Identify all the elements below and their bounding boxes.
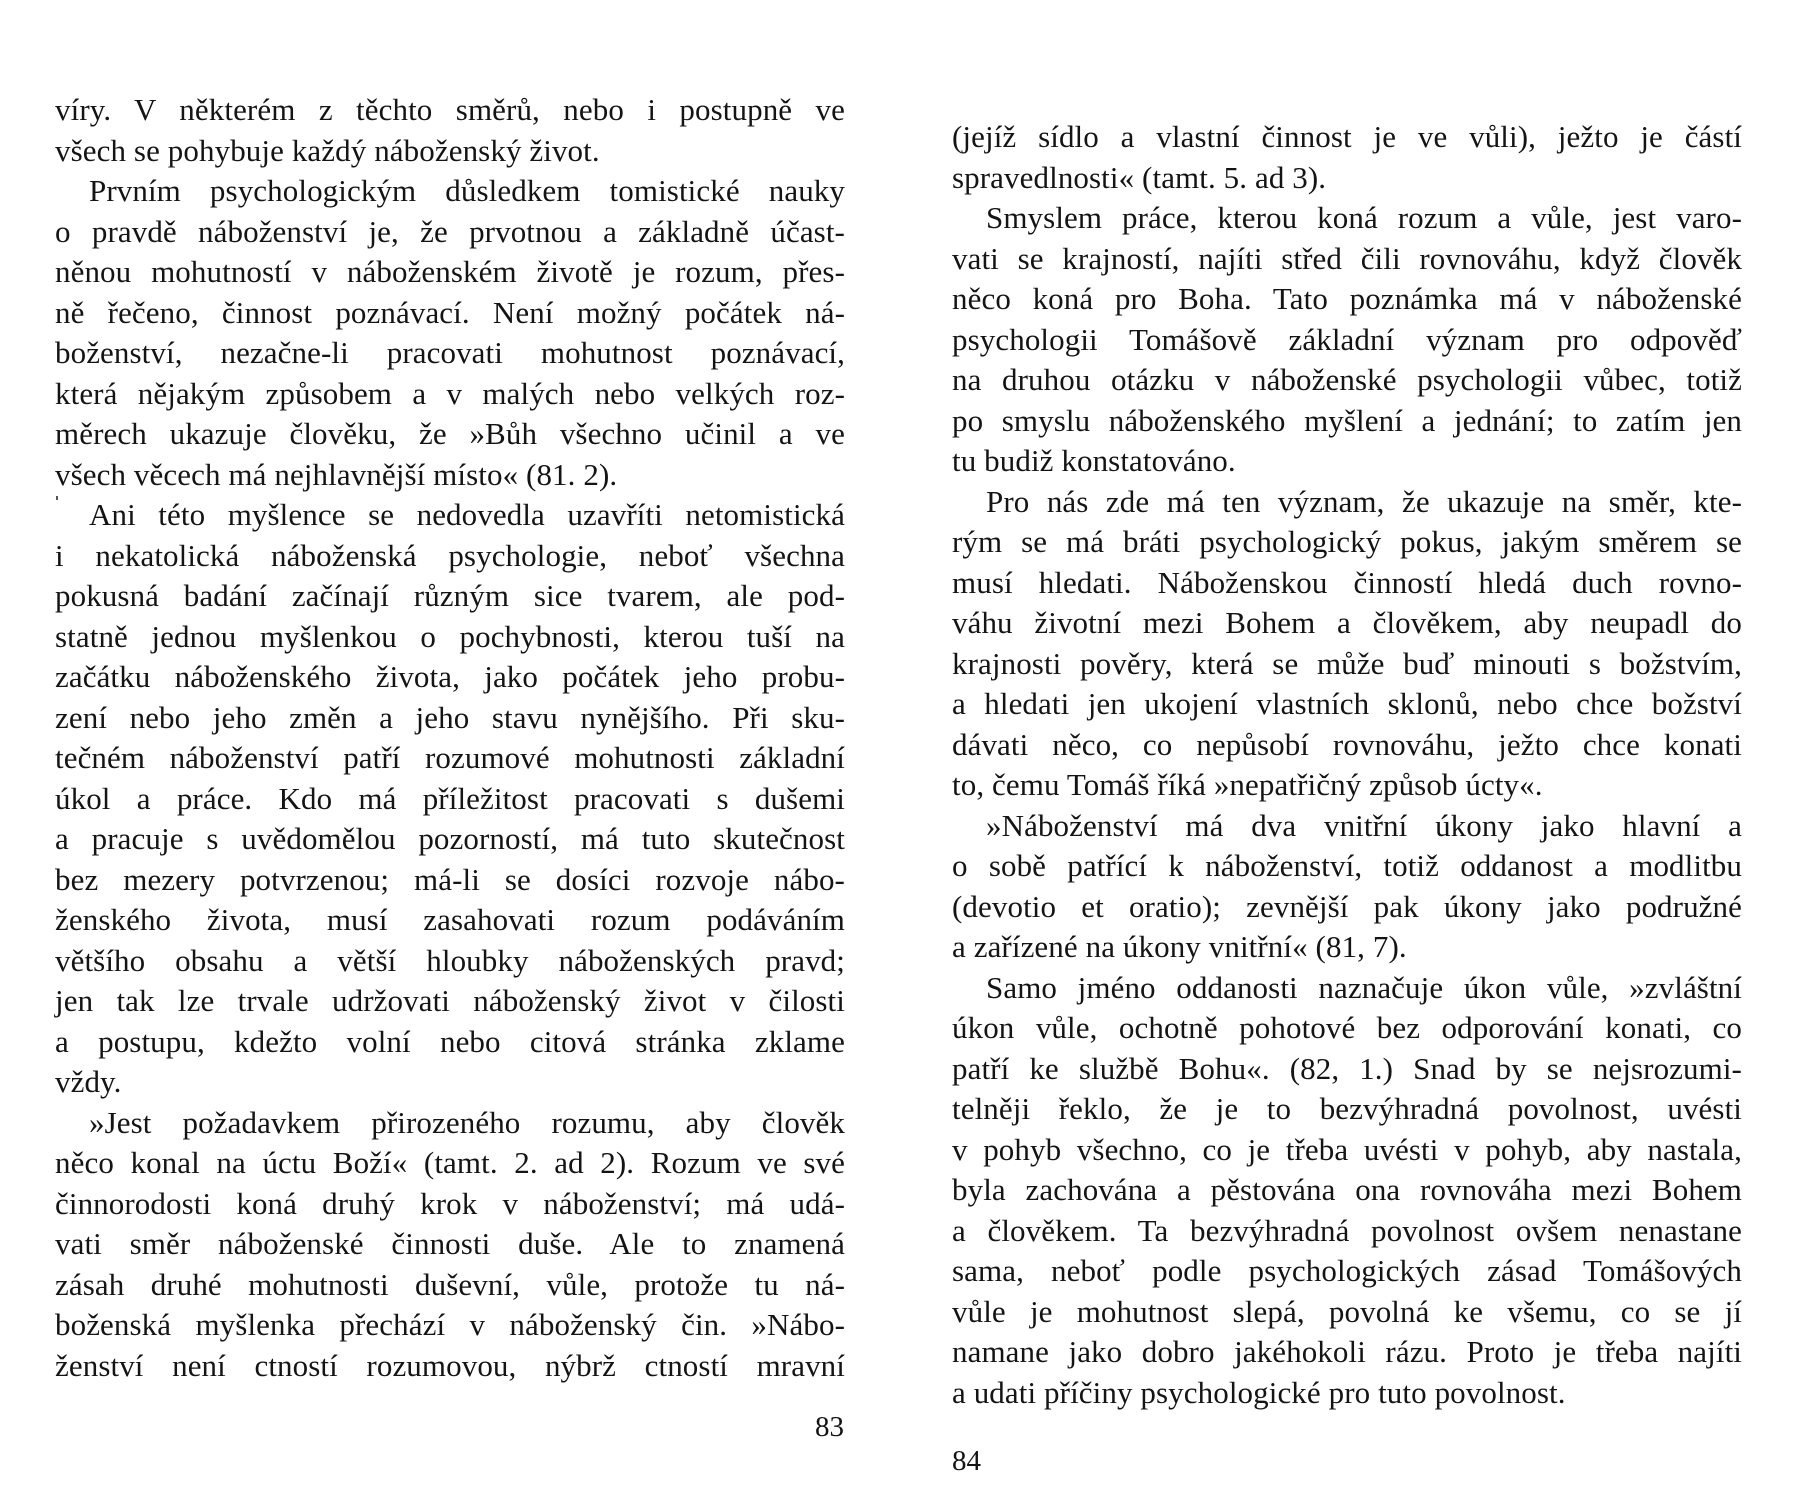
text-line: (jejíž sídlo a vlastní činnost je ve vůli), ježto je částí xyxy=(952,119,1742,154)
text-line: váhu životní mezi Bohem a člověkem, aby neupadl do xyxy=(952,605,1742,640)
text-line: úkon vůle, ochotně pohotové bez odporování konati, co xyxy=(952,1010,1742,1045)
right-page xyxy=(952,117,1742,1413)
text-line: úkol a práce. Kdo má příležitost pracovati s dušemi xyxy=(55,780,845,816)
text-line: a hledati jen ukojení vlastních sklonů, nebo chce božství xyxy=(952,686,1742,721)
text-line: a pracuje s uvědomělou pozorností, má tuto skutečnost xyxy=(55,821,845,856)
text-line: pokusná badání začínají různým sice tvarem, ale pod- xyxy=(55,578,845,613)
text-line: »Náboženství má dva vnitřní úkony jako hlavní a xyxy=(986,807,1742,843)
text-line: sama, neboť podle psychologických zásad Tomášových xyxy=(952,1253,1742,1288)
text-line: všech se pohybuje každý náboženský život. xyxy=(55,132,600,168)
text-line: to, čemu Tomáš říká »nepatřičný způsob úcty«. xyxy=(952,767,1543,802)
text-line: tu budiž konstatováno. xyxy=(952,443,1236,478)
text-line: většího obsahu a větší hloubky náboženských pravd; xyxy=(55,942,845,978)
text-line: patří ke službě Bohu«. (82, 1.) Snad by se nejsrozumi- xyxy=(952,1050,1742,1086)
page-number-left: 83 xyxy=(815,1411,844,1443)
text-line: v pohyb všechno, co je třeba uvésti v pohyb, aby nastala, xyxy=(952,1131,1742,1167)
text-line: dávati něco, co nepůsobí rovnováhu, ježto chce konati xyxy=(952,726,1742,762)
text-line: něnou mohutností v náboženském životě je rozum, přes- xyxy=(55,254,845,289)
text-line: činnorodosti koná druhý krok v náboženství; má udá- xyxy=(55,1185,845,1221)
text-line: která nějakým způsobem a v malých nebo velkých roz- xyxy=(55,375,845,411)
text-line: tečném náboženství patří rozumové mohutnosti základní xyxy=(55,740,845,775)
text-line: ženství není ctností rozumovou, nýbrž ctností mravní xyxy=(55,1347,845,1383)
text-line: musí hledati. Náboženskou činností hledá duch rovno- xyxy=(952,564,1742,600)
text-line: ně řečeno, činnost poznávací. Není možný počátek ná- xyxy=(55,294,845,330)
text-line: víry. V některém z těchto směrů, nebo i postupně ve xyxy=(55,92,845,127)
page-number-right: 84 xyxy=(952,1445,981,1477)
text-line: Pro nás zde má ten význam, že ukazuje na směr, kte- xyxy=(986,483,1742,519)
text-line: a postupu, kdežto volní nebo citová stránka zklame xyxy=(55,1023,845,1059)
text-line: o pravdě náboženství je, že prvotnou a základně účast- xyxy=(55,213,845,249)
text-line: a člověkem. Ta bezvýhradná povolnost ovšem nenastane xyxy=(952,1212,1742,1248)
text-line: namane jako dobro jakéhokoli rázu. Proto je třeba najíti xyxy=(952,1334,1742,1369)
text-line: po smyslu náboženského myšlení a jednání; to zatím jen xyxy=(952,402,1742,438)
text-line: vati směr náboženské činnosti duše. Ale to znamená xyxy=(55,1226,845,1261)
print-speck xyxy=(56,496,58,500)
text-line: o sobě patřící k náboženství, totiž oddanost a modlitbu xyxy=(952,848,1742,883)
text-line: něco koná pro Boha. Tato poznámka má v náboženské xyxy=(952,281,1742,316)
text-line: i nekatolická náboženská psychologie, neboť všechna xyxy=(55,537,845,573)
text-line: krajnosti pověry, která se může buď minouti s božstvím, xyxy=(952,645,1742,681)
text-line: byla zachována a pěstována ona rovnováha mezi Bohem xyxy=(952,1172,1742,1207)
text-line: Prvním psychologickým důsledkem tomistické nauky xyxy=(89,173,845,208)
text-line: měrech ukazuje člověku, že »Bůh všechno učinil a ve xyxy=(55,416,845,451)
text-line: začátku náboženského života, jako počátek jeho probu- xyxy=(55,659,845,694)
text-line: ženského života, musí zasahovati rozum podáváním xyxy=(55,902,845,937)
text-line: »Jest požadavkem přirozeného rozumu, aby člověk xyxy=(89,1104,845,1140)
text-line: zení nebo jeho změn a jeho stavu nynějšího. Při sku- xyxy=(55,699,845,735)
text-line: něco konal na úctu Boží« (tamt. 2. ad 2). Rozum ve své xyxy=(55,1145,845,1180)
text-line: a udati příčiny psychologické pro tuto povolnost. xyxy=(952,1374,1566,1410)
text-line: psychologii Tomášově základní význam pro odpověď xyxy=(952,321,1742,357)
text-line: Samo jméno oddanosti naznačuje úkon vůle, »zvláštní xyxy=(986,969,1742,1005)
text-line: (devotio et oratio); zevnější pak úkony jako podružné xyxy=(952,888,1742,924)
left-page xyxy=(55,90,845,1386)
text-line: statně jednou myšlenkou o pochybnosti, kterou tuší na xyxy=(55,618,845,654)
text-line: vůle je mohutnost slepá, povolná ke všemu, co se jí xyxy=(952,1293,1742,1329)
text-line: spravedlnosti« (tamt. 5. ad 3). xyxy=(952,159,1327,195)
text-line: a zařízené na úkony vnitřní« (81, 7). xyxy=(952,929,1407,964)
text-line: zásah druhé mohutnosti duševní, vůle, protože tu ná- xyxy=(55,1266,845,1302)
text-line: vždy. xyxy=(55,1064,122,1099)
text-line: všech věcech má nejhlavnější místo« (81. 2). xyxy=(55,456,618,492)
text-line: rým se má bráti psychologický pokus, jakým směrem se xyxy=(952,524,1742,559)
text-line: boženství, nezačne-li pracovati mohutnost poznávací, xyxy=(55,335,845,370)
text-line: bez mezery potvrzenou; má-li se dosíci rozvoje nábo- xyxy=(55,861,845,897)
text-line: na druhou otázku v náboženské psychologii vůbec, totiž xyxy=(952,362,1742,397)
text-line: vati se krajností, najíti střed čili rovnováhu, když člověk xyxy=(952,240,1742,276)
text-line: Ani této myšlence se nedovedla uzavříti netomistická xyxy=(89,497,845,532)
text-line: telněji řeklo, že je to bezvýhradná povolnost, uvésti xyxy=(952,1091,1742,1126)
text-line: boženská myšlenka přechází v náboženský čin. »Nábo- xyxy=(55,1307,845,1342)
text-line: jen tak lze trvale udržovati náboženský život v čilosti xyxy=(55,983,845,1018)
text-line: Smyslem práce, kterou koná rozum a vůle, jest varo- xyxy=(986,200,1742,235)
